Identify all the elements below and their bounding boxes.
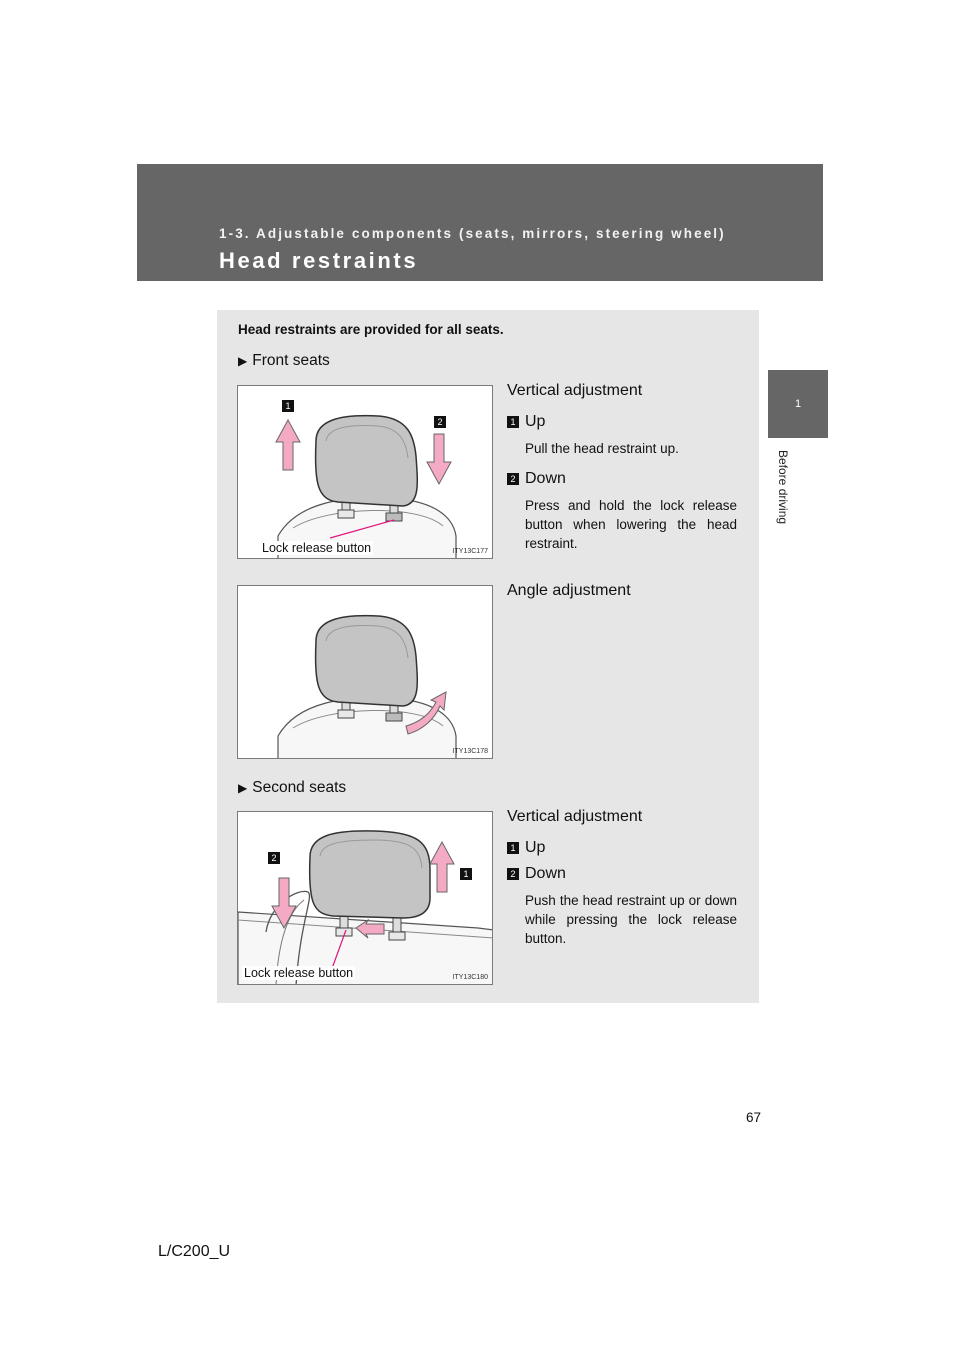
- step-note: Press and hold the lock release button when lowering the head restraint.: [525, 498, 737, 551]
- triangle-bullet-icon: ▶: [238, 781, 248, 795]
- section-header: [137, 164, 823, 281]
- step-badge: 1: [507, 416, 519, 428]
- lock-release-callout: Lock release button: [262, 541, 372, 555]
- step-badge: 2: [507, 868, 519, 880]
- front-angle-description: [507, 582, 737, 613]
- second-headrest-illustration: [238, 812, 493, 985]
- step-up: 1 Up: [507, 839, 737, 857]
- page-number: 67: [746, 1110, 762, 1125]
- down-badge: 2: [268, 852, 280, 864]
- page-title: Head restraints: [219, 248, 419, 273]
- front-vertical-heading: Vertical adjustment: [507, 382, 643, 399]
- figure-code: ITY13C180: [452, 974, 488, 981]
- model-code: L/C200_U: [158, 1243, 231, 1260]
- triangle-bullet-icon: ▶: [238, 354, 248, 368]
- second-vertical-heading: Vertical adjustment: [507, 808, 643, 825]
- angle-heading: Angle adjustment: [507, 582, 631, 599]
- front-angle-figure: [237, 585, 493, 759]
- intro-text: Head restraints are provided for all seats.: [238, 322, 504, 337]
- figure-code: ITY13C177: [452, 548, 488, 555]
- content-panel: [217, 310, 759, 1003]
- second-vertical-description: [507, 808, 737, 960]
- up-badge: 1: [282, 400, 294, 412]
- front-vertical-figure: [237, 385, 493, 559]
- chapter-label: Before driving: [776, 450, 790, 525]
- step-down: 2 Down: [507, 470, 737, 488]
- step-down: 2 Down: [507, 865, 737, 883]
- second-seats-heading: ▶ Second seats: [238, 779, 347, 796]
- down-badge: 2: [434, 416, 446, 428]
- lock-release-callout: Lock release button: [244, 966, 354, 980]
- second-vertical-figure: [237, 811, 493, 985]
- step-up: 1 Up: [507, 413, 737, 431]
- front-seats-heading: ▶ Front seats: [238, 352, 330, 369]
- step-badge: 2: [507, 473, 519, 485]
- headrest-angle-illustration: [238, 586, 493, 759]
- front-vertical-description: [507, 382, 737, 565]
- chapter-tab[interactable]: 1: [768, 370, 828, 438]
- section-title: 1-3. Adjustable components (seats, mirrors, steering wheel): [219, 226, 726, 241]
- step-note: Pull the head restraint up.: [525, 441, 679, 456]
- headrest-vertical-illustration: [238, 386, 493, 559]
- step-badge: 1: [507, 842, 519, 854]
- figure-code: ITY13C178: [452, 748, 488, 755]
- step-note: Push the head restraint up or down while pressing the lock release button.: [525, 893, 737, 946]
- up-badge: 1: [460, 868, 472, 880]
